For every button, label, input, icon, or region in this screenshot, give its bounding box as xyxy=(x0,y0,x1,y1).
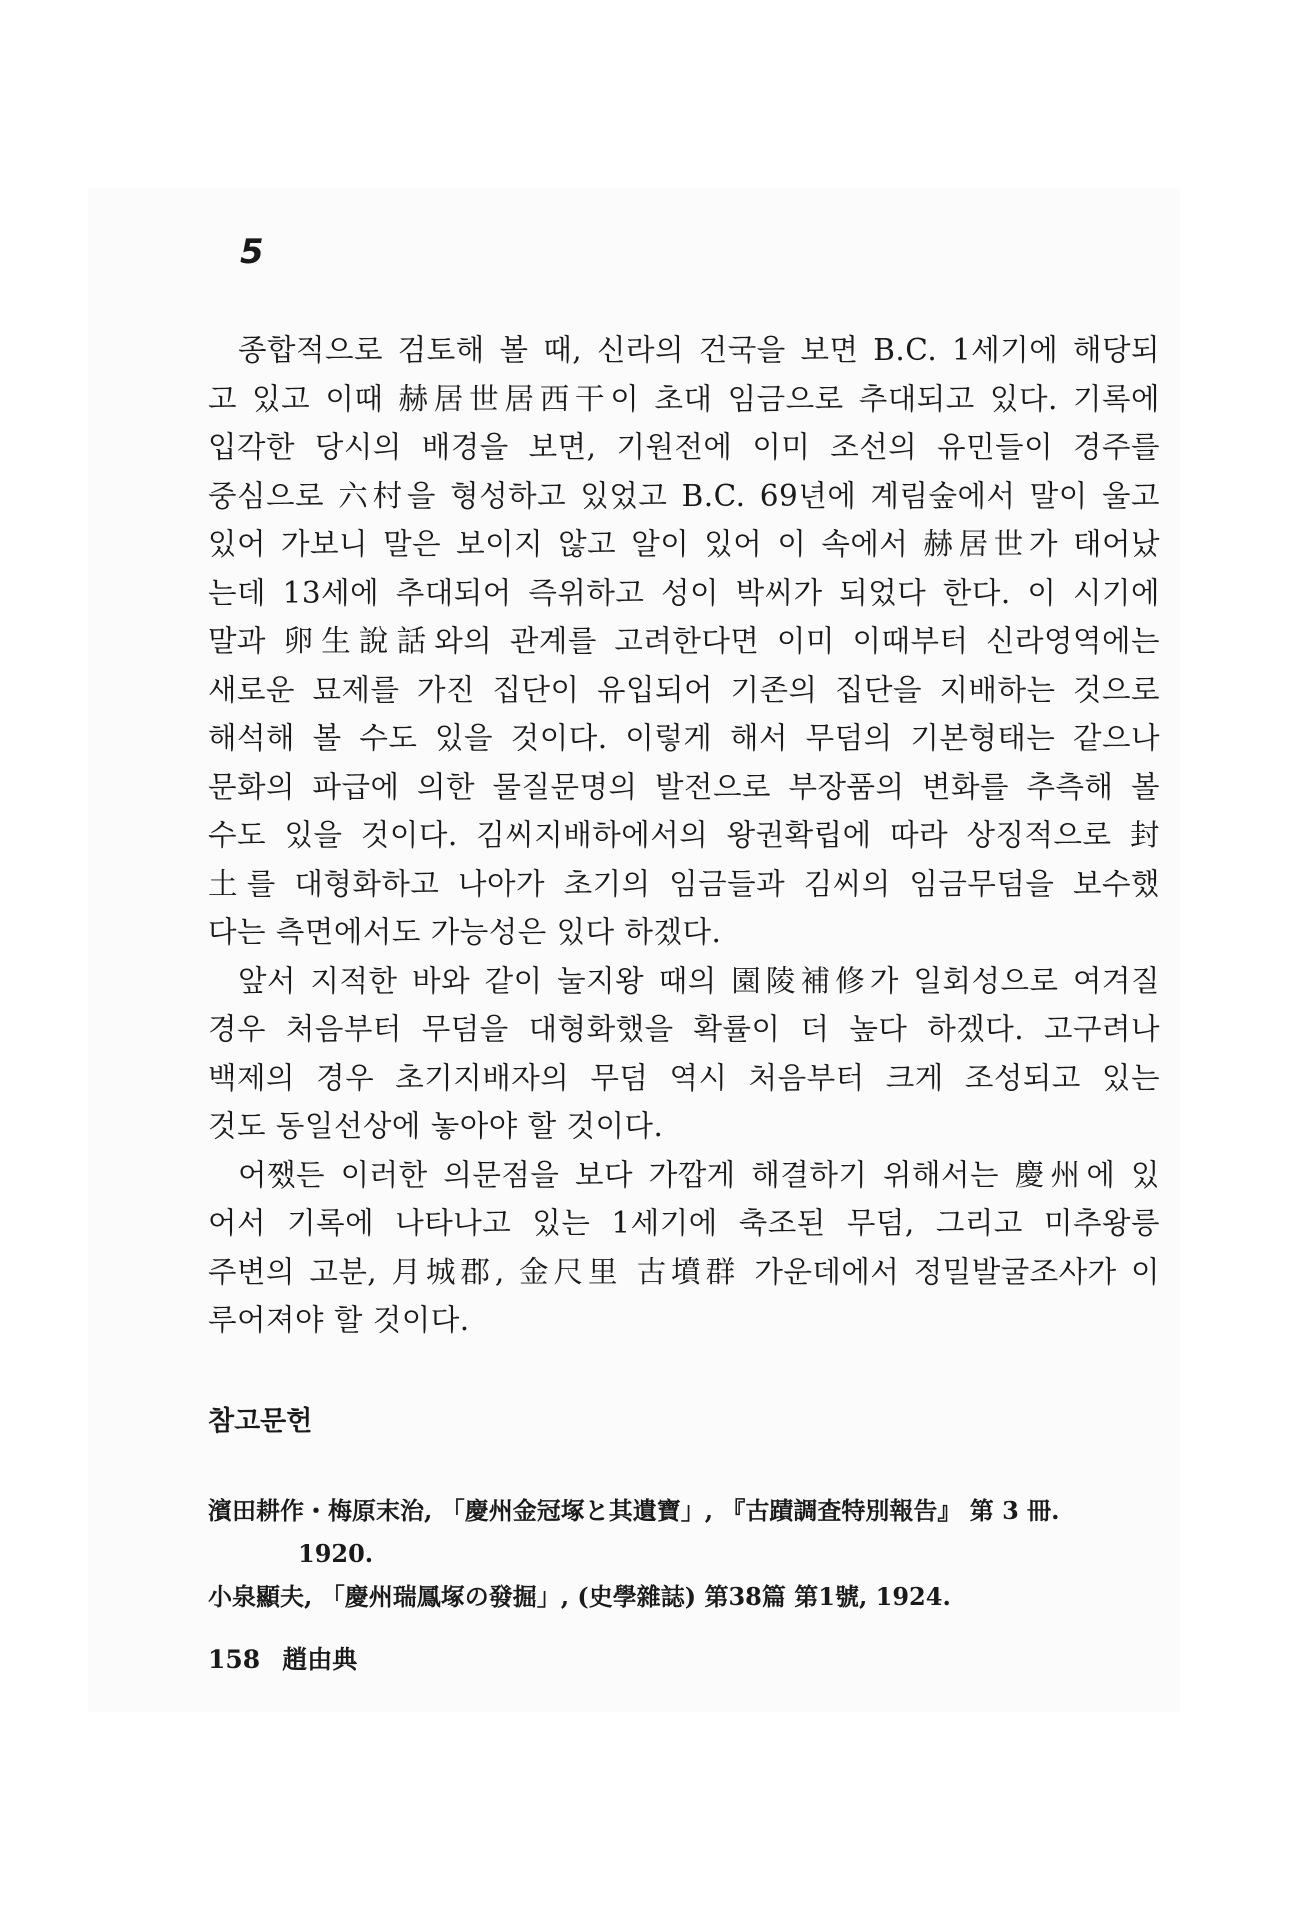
body-line: 종합적으로 검토해 볼 때, 신라의 건국을 보면 B.C. 1세기에 해당되 xyxy=(238,333,1161,367)
body-line: 앞서 지적한 바와 같이 눌지왕 때의 園陵補修가 일회성으로 여겨질 xyxy=(238,963,1160,998)
body-line: 해석해 볼 수도 있을 것이다. 이렇게 해서 무덤의 기본형태는 같으나 xyxy=(208,721,1160,755)
body-line: 경우 처음부터 무덤을 대형화했을 확률이 더 높다 하겠다. 고구려나 xyxy=(208,1012,1160,1046)
reference-item xyxy=(208,1487,1168,1573)
reference-text-continued: 1920. xyxy=(298,1539,374,1568)
body-line: 말과 卵生說話와의 관계를 고려한다면 이미 이때부터 신라영역에는 xyxy=(208,624,1160,658)
body-line: 새로운 묘제를 가진 집단이 유입되어 기존의 집단을 지배하는 것으로 xyxy=(208,672,1160,707)
body-line: 문화의 파급에 의한 물질문명의 발전으로 부장품의 변화를 추측해 볼 xyxy=(208,769,1160,804)
author-name: 趙由典 xyxy=(282,1645,358,1674)
body-line: 土를 대형화하고 나아가 초기의 임금들과 김씨의 임금무덤을 보수했 xyxy=(208,866,1160,901)
references-list xyxy=(208,1487,1168,1621)
body-line: 것도 동일선상에 놓아야 할 것이다. xyxy=(208,1109,664,1143)
body-line: 입각한 당시의 배경을 보면, 기원전에 이미 조선의 유민들이 경주를 xyxy=(208,430,1160,464)
body-line: 는데 13세에 추대되어 즉위하고 성이 박씨가 되었다 한다. 이 시기에 xyxy=(208,575,1160,610)
reference-text: 濱田耕作・梅原末治, 「慶州金冠塚と其遺寶」, 『古蹟調査特別報告』 第 3 冊. xyxy=(208,1496,1060,1525)
body-text xyxy=(208,326,1160,1345)
page-footer xyxy=(208,1643,357,1677)
page-number: 158 xyxy=(208,1645,261,1674)
body-line: 수도 있을 것이다. 김씨지배하에서의 왕권확립에 따라 상징적으로 封 xyxy=(208,818,1160,852)
body-line: 다는 측면에서도 가능성은 있다 하겠다. xyxy=(208,915,722,949)
reference-text: 小泉顯夫, 「慶州瑞鳳塚の發掘」, (史學雜誌) 第38篇 第1號, 1924. xyxy=(208,1582,951,1611)
body-line: 중심으로 六村을 형성하고 있었고 B.C. 69년에 계림숲에서 말이 울고 xyxy=(208,478,1160,513)
section-number: 5 xyxy=(240,232,264,272)
body-line: 백제의 경우 초기지배자의 무덤 역시 처음부터 크게 조성되고 있는 xyxy=(208,1060,1160,1095)
body-line: 어쨌든 이러한 의문점을 보다 가깝게 해결하기 위해서는 慶州에 있 xyxy=(238,1157,1160,1192)
body-line: 주변의 고분, 月城郡, 金尺里 古墳群 가운데에서 정밀발굴조사가 이 xyxy=(208,1254,1160,1289)
body-line: 루어져야 할 것이다. xyxy=(208,1303,470,1337)
body-line: 고 있고 이때 赫居世居西干이 초대 임금으로 추대되고 있다. 기록에 xyxy=(208,381,1160,416)
reference-item xyxy=(208,1573,1168,1621)
body-line: 어서 기록에 나타나고 있는 1세기에 축조된 무덤, 그리고 미추왕릉 xyxy=(208,1206,1160,1240)
body-line: 있어 가보니 말은 보이지 않고 알이 있어 이 속에서 赫居世가 태어났 xyxy=(208,527,1160,561)
references-heading: 참고문헌 xyxy=(208,1406,313,1437)
